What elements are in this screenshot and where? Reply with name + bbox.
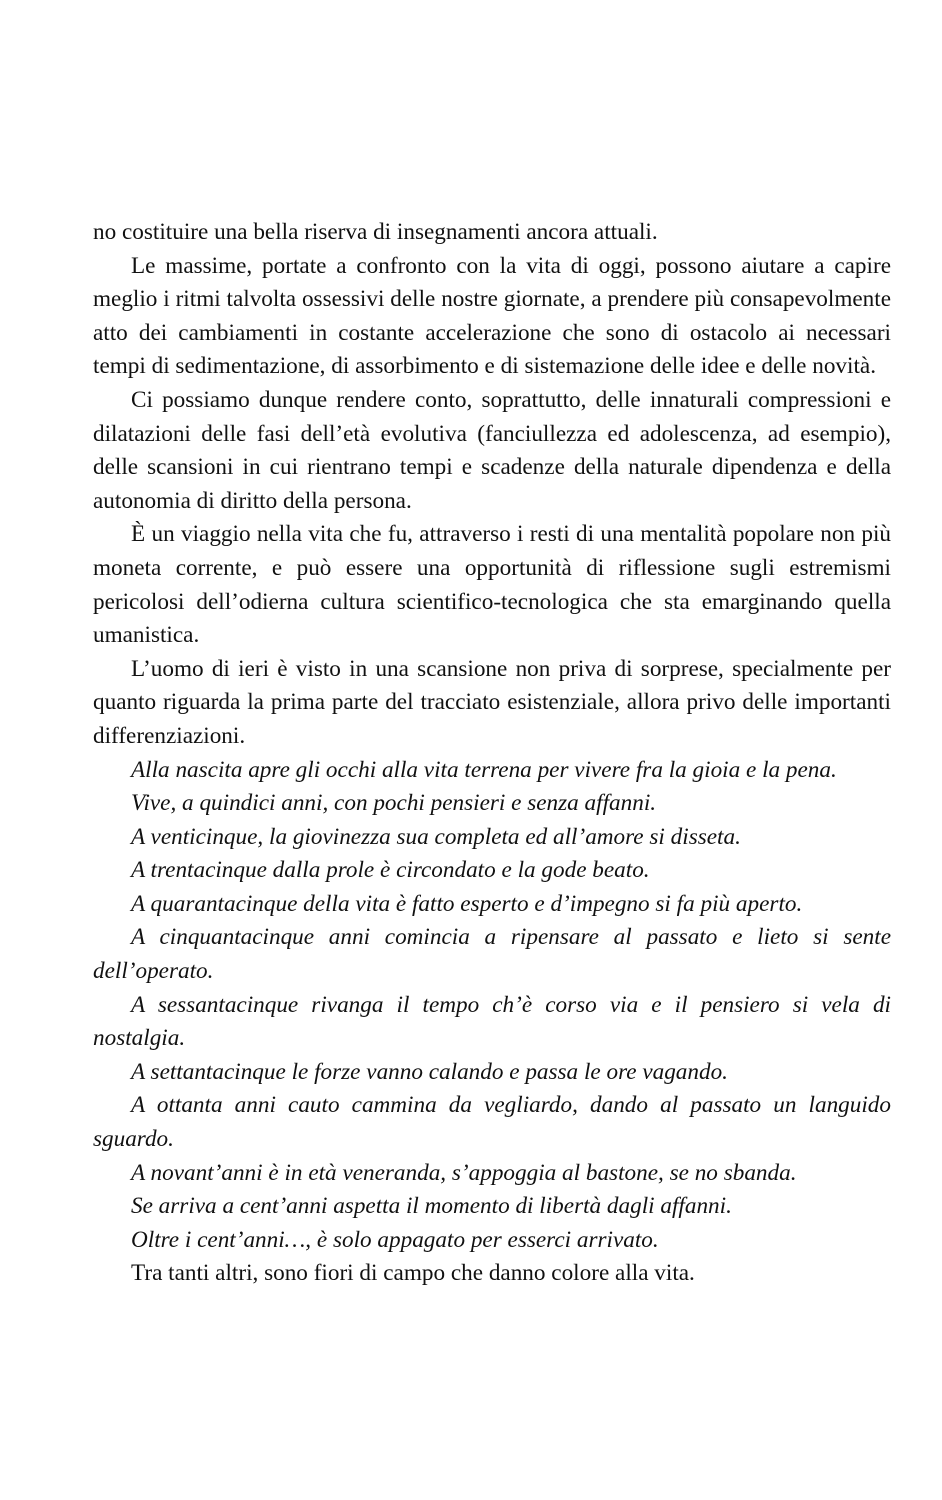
paragraph-ci-possiamo: Ci possiamo dunque rendere conto, soprattutto, delle innaturali compressioni e dilatazioni delle fasi dell’età evolutiva (fanciullezza ed adolescenza, ad esempio), delle scansioni in cui rientrano tempi e scadenze della naturale dipendenza e della autonomia di diritto della persona. <box>93 386 891 514</box>
maxim-cento: Se arriva a cent’anni aspetta il momento di libertà dagli affanni. <box>131 1193 732 1220</box>
maxim-ottanta: A ottanta anni cauto cammina da vegliardo, dando al passato un languido sguardo. <box>93 1092 891 1153</box>
maxim-oltre-cento: Oltre i cent’anni…, è solo appagato per esserci arrivato. <box>131 1226 659 1253</box>
maxim-cinquantacinque: A cinquantacinque anni comincia a ripensare al passato e lieto si sente dell’operato. <box>93 924 891 985</box>
maxim-trentacinque: A trentacinque dalla prole è circondato e la gode beato. <box>131 857 650 884</box>
paragraph-luomo-di-ieri: L’uomo di ieri è visto in una scansione non priva di sorprese, specialmente per quanto riguarda la prima parte del tracciato esistenziale, allora privo delle importanti differenziazioni. <box>93 655 891 749</box>
maxim-novanta: A novant’anni è in età veneranda, s’appoggia al bastone, se no sbanda. <box>131 1159 797 1186</box>
maxim-nascita: Alla nascita apre gli occhi alla vita terrena per vivere fra la gioia e la pena. <box>131 756 837 783</box>
paragraph-continuation: no costituire una bella riserva di insegnamenti ancora attuali. <box>93 219 658 245</box>
paragraph-closing: Tra tanti altri, sono fiori di campo che danno colore alla vita. <box>131 1260 695 1287</box>
maxim-quarantacinque: A quarantacinque della vita è fatto esperto e d’impegno si fa più aperto. <box>131 890 803 917</box>
paragraph-e-un-viaggio: È un viaggio nella vita che fu, attraverso i resti di una mentalità popolare non più moneta corrente, e può essere una opportunità di riflessione sugli estremismi pericolosi dell’odierna cultura scientifico-tecnologica che sta emarginando quella umanistica. <box>93 521 891 649</box>
paragraph-le-massime: Le massime, portate a confronto con la vita di oggi, possono aiutare a capire meglio i ritmi talvolta ossessivi delle nostre giornate, a prendere più consapevolmente atto dei cambiamenti in costante accelerazione che sono di ostacolo ai necessari tempi di sedimentazione, di assorbimento e di sistemazione delle idee e delle novità. <box>93 252 891 380</box>
maxim-venticinque: A venticinque, la giovinezza sua completa ed all’amore si disseta. <box>131 823 741 850</box>
maxim-quindici: Vive, a quindici anni, con pochi pensieri e senza affanni. <box>131 790 657 817</box>
maxim-settantacinque: A settantacinque le forze vanno calando e passa le ore vagando. <box>131 1058 728 1085</box>
maxim-sessantacinque: A sessantacinque rivanga il tempo ch’è corso via e il pensiero si vela di nostalgia. <box>93 991 891 1052</box>
text-column <box>93 216 891 1291</box>
